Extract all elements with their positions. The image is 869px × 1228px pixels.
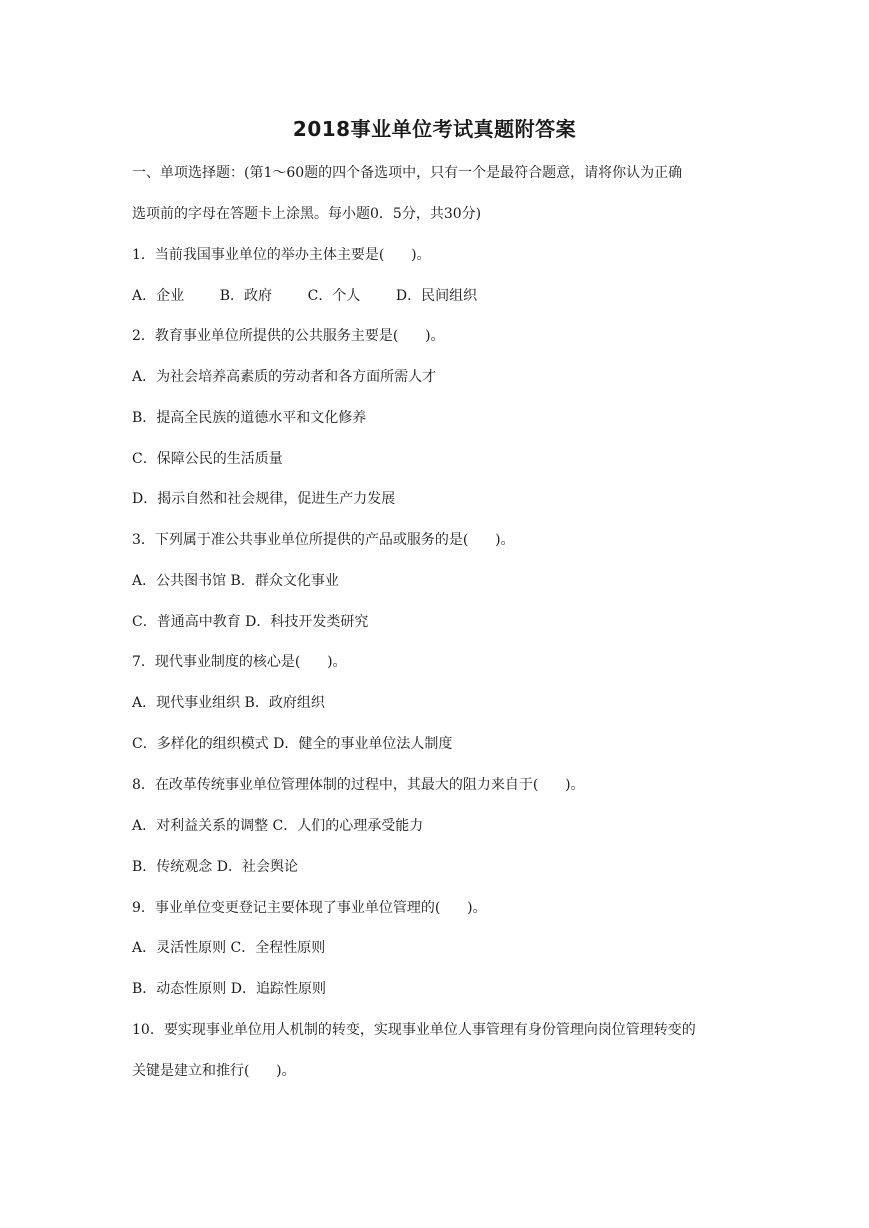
question-7: 7．现代事业制度的核心是( )。 [132, 654, 347, 670]
question-1-options: A．企业 B．政府 C．个人 D．民间组织 [132, 288, 478, 304]
question-1: 1．当前我国事业单位的举办主体主要是( )。 [132, 247, 431, 263]
question-8: 8．在改革传统事业单位管理体制的过程中，其最大的阻力来自于( )。 [132, 777, 585, 793]
instruction-line-2: 选项前的字母在答题卡上涂黑。每小题0．5分，共30分) [132, 206, 482, 222]
question-3-options-ab: A．公共图书馆 B．群众文化事业 [132, 573, 339, 589]
instruction-line-1: 一、单项选择题：(第1～60题的四个备选项中，只有一个是最符合题意，请将你认为正确 [132, 165, 683, 181]
question-9: 9．事业单位变更登记主要体现了事业单位管理的( )。 [132, 900, 487, 916]
document-title: 2018事业单位考试真题附答案 [292, 117, 577, 141]
question-3-options-cd: C．普通高中教育 D．科技开发类研究 [132, 614, 369, 630]
question-9-options-ac: A．灵活性原则 C．全程性原则 [132, 940, 326, 956]
question-2: 2．教育事业单位所提供的公共服务主要是( )。 [132, 328, 445, 344]
question-9-options-bd: B．动态性原则 D．追踪性原则 [132, 981, 326, 997]
question-7-options-ab: A．现代事业组织 B．政府组织 [132, 695, 325, 711]
question-2-option-a: A．为社会培养高素质的劳动者和各方面所需人才 [132, 369, 437, 385]
question-7-options-cd: C．多样化的组织模式 D．健全的事业单位法人制度 [132, 736, 453, 752]
question-8-options-bd: B．传统观念 D．社会舆论 [132, 859, 298, 875]
question-8-options-ac: A．对利益关系的调整 C．人们的心理承受能力 [132, 818, 424, 834]
question-2-option-d: D．揭示自然和社会规律，促进生产力发展 [132, 491, 396, 507]
question-2-option-c: C．保障公民的生活质量 [132, 451, 283, 467]
question-2-option-b: B．提高全民族的道德水平和文化修养 [132, 410, 367, 426]
question-10-continued: 关键是建立和推行( )。 [132, 1063, 296, 1079]
question-3: 3．下列属于准公共事业单位所提供的产品或服务的是( )。 [132, 532, 515, 548]
question-10: 10．要实现事业单位用人机制的转变，实现事业单位人事管理有身份管理向岗位管理转变的 [132, 1022, 696, 1038]
